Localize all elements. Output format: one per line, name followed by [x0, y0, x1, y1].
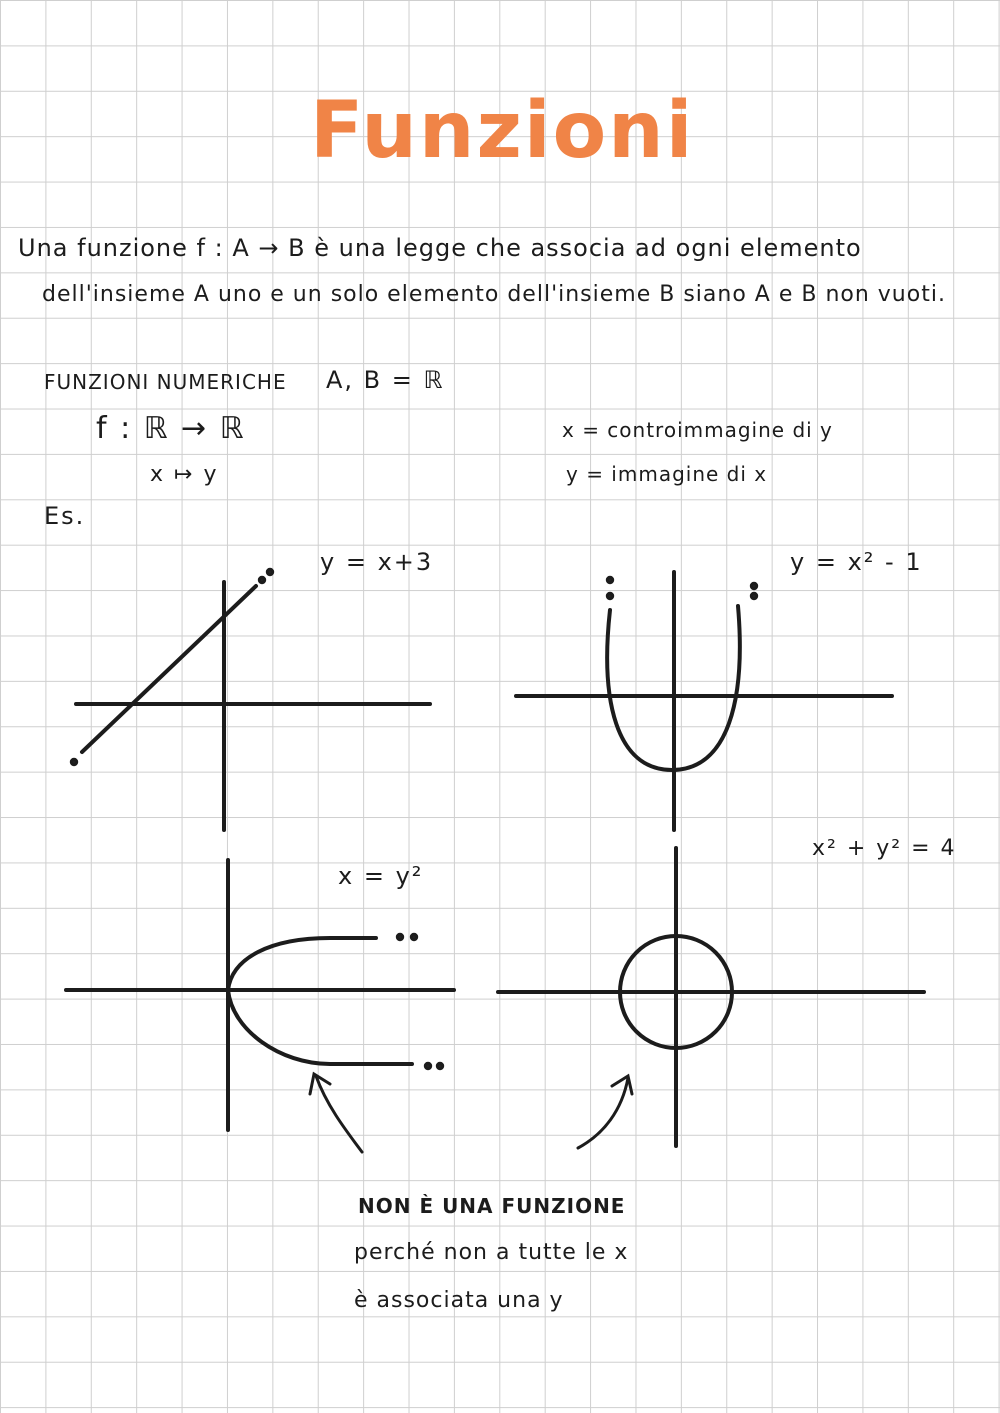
element-mapping: x ↦ y [150, 462, 219, 487]
preimage-note: x = controimmagine di y [562, 418, 833, 442]
page-title: Funzioni [310, 86, 695, 176]
image-note: y = immagine di x [566, 462, 768, 486]
graph-1-label: y = x+3 [320, 548, 434, 576]
conclusion-line-2: perché non a tutte le x [354, 1240, 629, 1265]
graph-2-label: y = x² - 1 [790, 548, 923, 576]
conclusion-line-1: NON È UNA FUNZIONE [358, 1194, 626, 1218]
graph-1-curve [82, 586, 256, 752]
numeric-functions-heading: FUNZIONI NUMERICHE [44, 370, 287, 394]
sets-equation: A, B = ℝ [326, 366, 445, 394]
conclusion-line-3: è associata una y [354, 1288, 564, 1313]
definition-line-1: Una funzione f : A → B è una legge che associa ad ogni elemento [18, 234, 862, 262]
graph-3-curve [228, 938, 412, 1064]
graph-3-label: x = y² [338, 862, 424, 890]
arrow-to-graph-3 [316, 1076, 362, 1152]
definition-line-2: dell'insieme A uno e un solo elemento dell'insieme B siano A e B non vuoti. [42, 282, 946, 307]
function-mapping: f : ℝ → ℝ [96, 411, 246, 446]
example-label: Es. [44, 502, 86, 530]
arrow-to-graph-4 [578, 1078, 628, 1148]
graph-4-label: x² + y² = 4 [812, 836, 957, 861]
